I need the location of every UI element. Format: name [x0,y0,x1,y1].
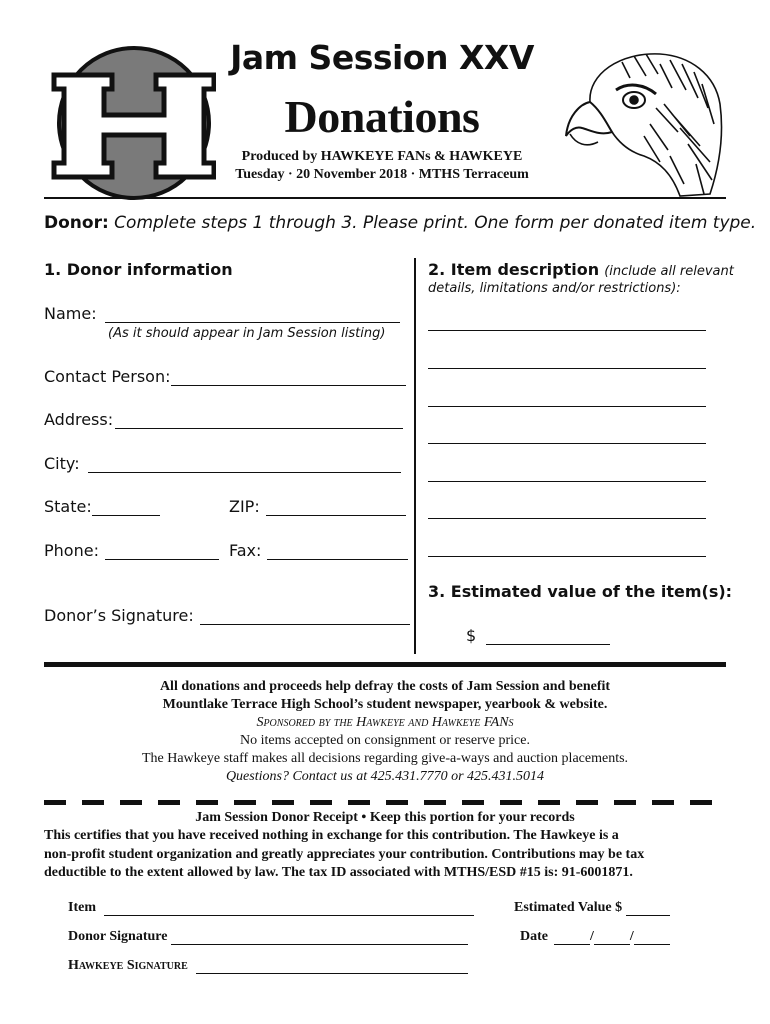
notes-line-4: No items accepted on consignment or reserve price. [239,733,530,748]
fax-input-line[interactable] [267,545,408,560]
receipt-hawkeye-signature-label: Hawkeye Signature [68,958,188,973]
receipt-line-2: non-profit student organization and greatly appreciates your contribution. Contributions may be tax [44,847,645,862]
estimated-value-field[interactable] [466,626,610,645]
receipt-donor-signature-field[interactable] [68,929,468,945]
donor-info-heading: 1. Donor information [44,260,233,279]
item-description-line[interactable] [428,368,706,369]
city-input-line[interactable] [88,458,401,473]
notes-line-5: The Hawkeye staff makes all decisions regarding give-a-ways and auction placements. [141,751,629,766]
hawkeye-h-logo [46,45,216,200]
item-description-line[interactable] [428,481,706,482]
receipt-date-year-line[interactable] [634,930,670,945]
receipt-date-day-line[interactable] [594,930,630,945]
item-description-heading: 2. Item description [428,260,600,279]
name-input-line[interactable] [105,308,400,323]
receipt-item-field[interactable] [68,900,474,916]
contact-person-label: Contact Person: [44,367,171,386]
item-description-line[interactable] [428,518,706,519]
receipt-date-label: Date [520,929,548,944]
item-description-line[interactable] [428,443,706,444]
donor-instructions [44,213,756,233]
receipt-heading: Jam Session Donor Receipt • Keep this portion for your records [195,810,575,825]
column-divider [414,258,416,654]
item-description-line[interactable] [428,556,706,557]
address-field[interactable] [44,410,403,429]
page-title: Jam Session XXV [230,38,534,77]
fax-field[interactable] [229,541,408,560]
item-description-heading-row [428,260,734,279]
estimated-value-heading: 3. Estimated value of the item(s): [428,582,733,601]
date-separator: / [629,929,634,944]
event-dateline: Tuesday · 20 November 2018 · MTHS Terraceum [235,167,529,182]
header-rule [44,197,726,199]
state-input-line[interactable] [92,501,160,516]
receipt-hawkeye-signature-input-line[interactable] [196,959,468,974]
receipt-item-input-line[interactable] [104,901,474,916]
donor-instructions-label: Donor: [44,213,109,233]
notes-line-1: All donations and proceeds help defray the costs of Jam Session and benefit [159,679,611,694]
receipt-hawkeye-signature-field[interactable] [68,958,468,974]
cut-line [44,800,726,805]
item-description-hint: (include all relevant [604,264,734,279]
receipt-estimated-value-field[interactable] [514,900,670,916]
zip-input-line[interactable] [266,501,406,516]
state-field[interactable] [44,497,160,516]
producer-line: Produced by HAWKEYE FANs & HAWKEYE [241,149,523,164]
fax-label: Fax: [229,541,262,560]
contact-person-field[interactable] [44,367,406,386]
phone-input-line[interactable] [105,545,219,560]
zip-label: ZIP: [229,497,260,516]
notes-line-6: Questions? Contact us at 425.431.7770 or 425.431.5014 [225,769,545,784]
receipt-date-field[interactable] [520,929,670,945]
city-label: City: [44,454,80,473]
notes-line-3: Sponsored by the Hawkeye and Hawkeye FANs [256,715,514,730]
hawk-mascot-illustration [560,44,728,202]
donor-signature-field[interactable] [44,606,410,625]
city-field[interactable] [44,454,401,473]
name-hint: (As it should appear in Jam Session listing) [108,326,386,341]
name-field[interactable] [44,304,400,323]
contact-person-input-line[interactable] [171,371,406,386]
phone-field[interactable] [44,541,219,560]
phone-label: Phone: [44,541,99,560]
receipt-date-month-line[interactable] [554,930,590,945]
zip-field[interactable] [229,497,406,516]
page-subtitle: Donations [284,91,480,142]
section-rule [44,662,726,667]
receipt-estimated-value-label: Estimated Value $ [514,900,623,915]
date-separator: / [590,929,594,944]
state-label: State: [44,497,92,516]
estimated-value-input-line[interactable] [486,630,610,645]
name-label: Name: [44,304,97,323]
receipt-donor-signature-label: Donor Signature [68,929,168,944]
receipt-line-3: deductible to the extent allowed by law. The tax ID associated with MTHS/ESD #15 is: 91-6001871. [44,865,633,880]
item-description-line[interactable] [428,330,706,331]
address-input-line[interactable] [115,414,403,429]
donor-signature-input-line[interactable] [200,610,410,625]
item-description-hint-2: details, limitations and/or restrictions): [428,281,681,296]
receipt-item-label: Item [68,900,96,915]
donor-instructions-text: Complete steps 1 through 3. Please print. One form per donated item type. [114,213,757,233]
address-label: Address: [44,410,114,429]
notes-line-2: Mountlake Terrace High School’s student newspaper, yearbook & website. [162,697,608,712]
receipt-estimated-value-input-line[interactable] [626,901,670,916]
receipt-donor-signature-input-line[interactable] [171,930,468,945]
donor-signature-label: Donor’s Signature: [44,606,194,625]
receipt-line-1: This certifies that you have received nothing in exchange for this contribution. The Hawkeye is a [44,828,619,843]
item-description-line[interactable] [428,406,706,407]
currency-symbol: $ [466,626,477,645]
